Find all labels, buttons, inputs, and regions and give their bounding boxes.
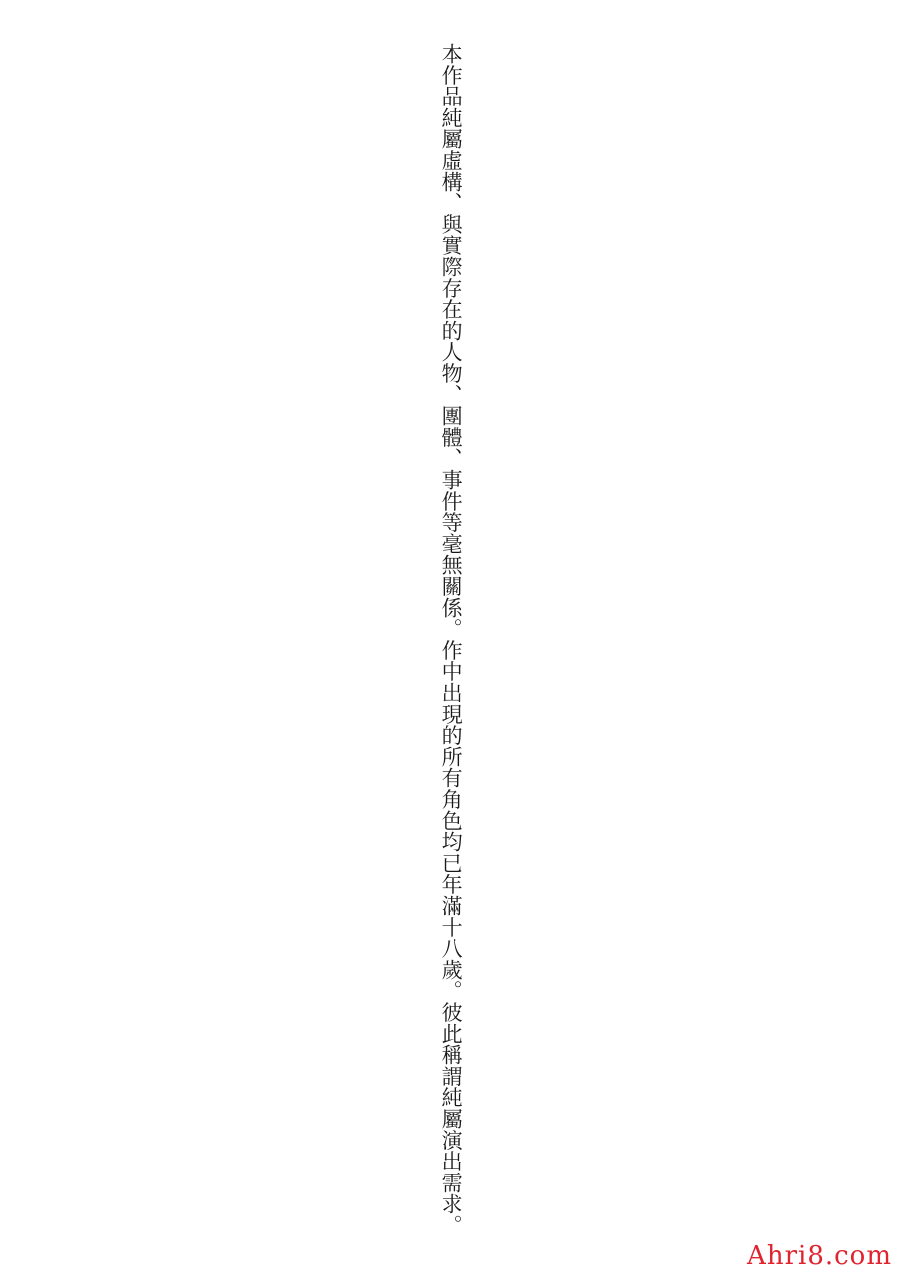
disclaimer-vertical-text: 本作品純屬虛構、與實際存在的人物、團體、事件等毫無關係。作中出現的所有角色均已年滿十八歲。彼此稱謂純屬演出需求。 (439, 43, 463, 1236)
watermark-text: Ahri8.com (747, 1241, 892, 1271)
